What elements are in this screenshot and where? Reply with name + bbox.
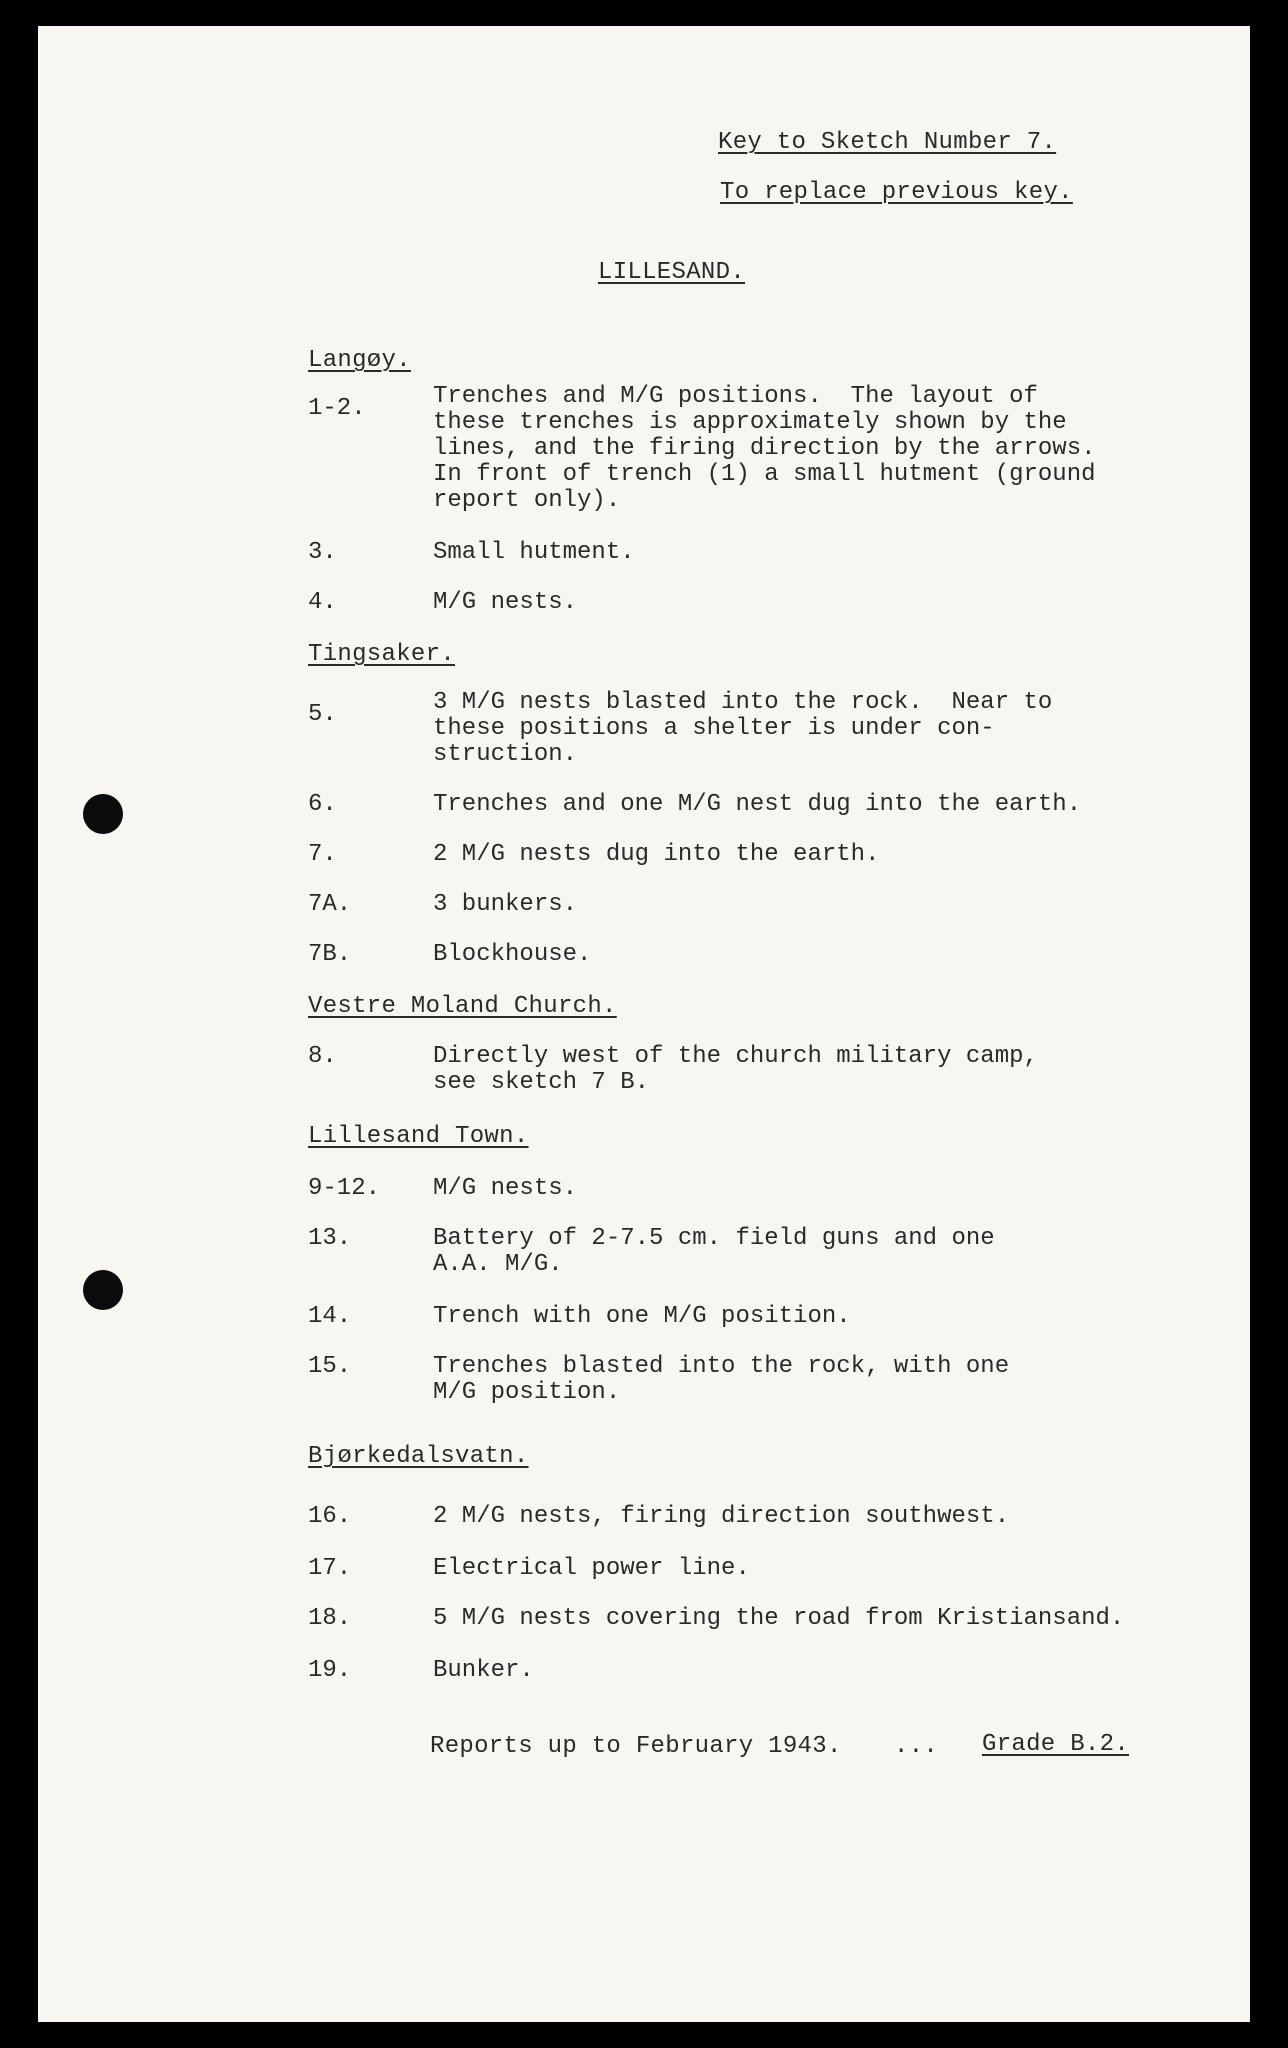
item-text: M/G nests.: [433, 589, 578, 616]
item-text: Directly west of the church military camp, see sketch 7 B.: [433, 1043, 1038, 1096]
item-number: 9-12.: [308, 1175, 381, 1202]
item-text: Trenches blasted into the rock, with one M/G position.: [433, 1353, 1010, 1406]
item-text: Bunker.: [433, 1657, 534, 1684]
item-text: M/G nests.: [433, 1175, 578, 1202]
item-text: Blockhouse.: [433, 941, 592, 968]
item-number: 15.: [308, 1353, 352, 1380]
section-heading: Lillesand Town.: [308, 1123, 529, 1150]
item-text: 2 M/G nests, firing direction southwest.: [433, 1503, 1010, 1530]
item-number: 14.: [308, 1303, 352, 1330]
header-replace-line: To replace previous key.: [720, 179, 1073, 206]
section-heading: Langøy.: [308, 347, 411, 374]
item-number: 7.: [308, 841, 337, 868]
item-text: Trenches and one M/G nest dug into the earth.: [433, 791, 1082, 818]
item-text: Electrical power line.: [433, 1555, 750, 1582]
item-number: 8.: [308, 1043, 337, 1070]
footer-ellipsis: ...: [894, 1733, 939, 1760]
document-title: LILLESAND.: [598, 259, 746, 286]
item-number: 18.: [308, 1605, 352, 1632]
item-number: 6.: [308, 791, 337, 818]
item-number: 3.: [308, 539, 337, 566]
item-text: Trench with one M/G position.: [433, 1303, 851, 1330]
item-number: 7B.: [308, 941, 352, 968]
item-number: 7A.: [308, 891, 352, 918]
item-number: 16.: [308, 1503, 352, 1530]
item-text: Battery of 2-7.5 cm. field guns and one A.A. M/G.: [433, 1225, 995, 1278]
item-text: 3 bunkers.: [433, 891, 578, 918]
header-key-line: Key to Sketch Number 7.: [718, 129, 1057, 156]
document-page: [38, 26, 1250, 2022]
item-text: Small hutment.: [433, 539, 635, 566]
reports-date-line: Reports up to February 1943.: [430, 1733, 842, 1760]
section-heading: Vestre Moland Church.: [308, 993, 617, 1020]
item-number: 5.: [308, 701, 337, 728]
item-text: 5 M/G nests covering the road from Kristiansand.: [433, 1605, 1125, 1632]
section-heading: Tingsaker.: [308, 641, 456, 668]
item-number: 1-2.: [308, 395, 366, 422]
punch-hole-top: [83, 794, 123, 834]
item-number: 19.: [308, 1657, 352, 1684]
item-text: 2 M/G nests dug into the earth.: [433, 841, 880, 868]
item-text: 3 M/G nests blasted into the rock. Near to these positions a shelter is under con- struction.: [433, 689, 1053, 768]
item-number: 4.: [308, 589, 337, 616]
item-number: 13.: [308, 1225, 352, 1252]
item-text: Trenches and M/G positions. The layout of these trenches is approximately shown by the lines, and the firing direction by the arrows. In front of trench (1) a small hutment (ground report only).: [433, 383, 1096, 514]
item-number: 17.: [308, 1555, 352, 1582]
punch-hole-bottom: [83, 1270, 123, 1310]
grade-label: Grade B.2.: [982, 1731, 1130, 1758]
section-heading: Bjørkedalsvatn.: [308, 1443, 529, 1470]
